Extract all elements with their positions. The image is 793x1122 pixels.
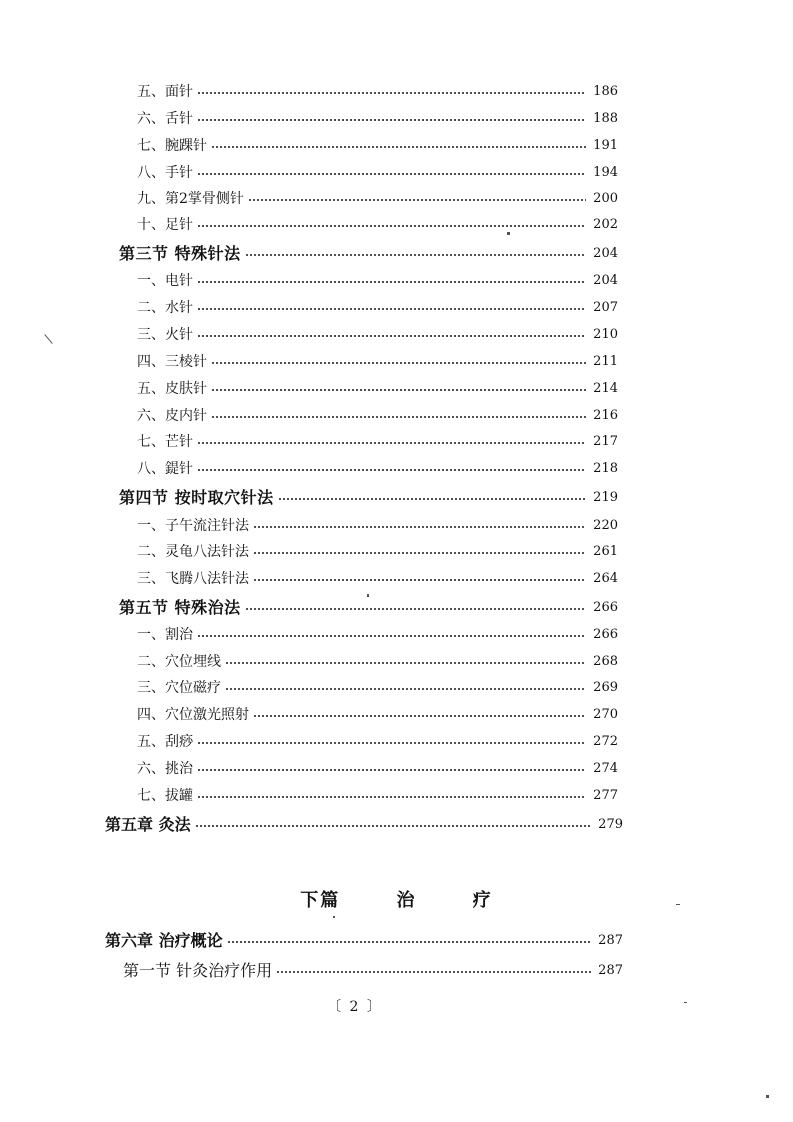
toc-entry[interactable]: [137, 187, 618, 211]
dot-leader: [197, 171, 586, 177]
toc-entry[interactable]: [137, 730, 618, 754]
toc-entry-title: 一、电针: [137, 273, 193, 289]
toc-chapter-heading[interactable]: [105, 929, 623, 953]
toc-entry-title: 七、拔罐: [137, 788, 193, 804]
toc-entry-title: 二、穴位埋线: [137, 654, 221, 670]
toc-entry-page: 264: [593, 571, 618, 586]
toc-entry[interactable]: [137, 213, 618, 237]
dot-leader: [197, 306, 586, 312]
toc-entry[interactable]: [137, 107, 618, 131]
dot-leader: [211, 414, 586, 420]
toc-entry[interactable]: [137, 134, 618, 158]
toc-entry-title: 四、三棱针: [137, 354, 207, 370]
toc-section-page: 266: [593, 600, 618, 615]
toc-entry-title: 六、皮内针: [137, 408, 207, 424]
toc-entry-title: 二、水针: [137, 300, 193, 316]
toc-entry-page: 210: [593, 327, 618, 342]
dot-leader: [253, 524, 586, 530]
toc-entry-title: 七、腕踝针: [137, 138, 207, 154]
toc-entry[interactable]: [137, 80, 618, 104]
toc-entry-title: 二、灵龟八法针法: [137, 544, 249, 560]
toc-entry-title: 四、穴位激光照射: [137, 707, 249, 723]
toc-section-title: 第四节 按时取穴针法: [119, 488, 274, 507]
toc-chapter-heading[interactable]: [105, 813, 623, 837]
dot-leader: [225, 660, 586, 666]
dot-leader: [278, 496, 586, 502]
toc-entry-title: 九、第2掌骨侧针: [137, 191, 244, 207]
toc-entry[interactable]: [137, 161, 618, 185]
toc-entry[interactable]: [137, 323, 618, 347]
toc-entry-page: 211: [593, 354, 618, 369]
toc-entry-page: 214: [593, 381, 618, 396]
dot-leader: [245, 252, 586, 258]
part-heading-char: 疗: [472, 890, 493, 911]
toc-entry[interactable]: [137, 703, 618, 727]
toc-entry-page: 220: [593, 518, 618, 533]
toc-entry-page: 261: [593, 544, 618, 559]
toc-entry[interactable]: [137, 623, 618, 647]
dot-leader: [276, 969, 591, 975]
dot-leader: [197, 767, 586, 773]
part-heading-char: 治: [396, 890, 417, 911]
toc-entry-page: 207: [593, 300, 618, 315]
scan-speck: [676, 904, 680, 905]
toc-chapter-page: 287: [598, 933, 623, 948]
toc-entry-page: 188: [593, 111, 618, 126]
toc-chapter-page: 279: [598, 817, 623, 832]
toc-entry-page: 270: [593, 707, 618, 722]
dot-leader: [197, 633, 586, 639]
toc-section-title: 第五节 特殊治法: [119, 598, 241, 617]
dot-leader: [197, 117, 586, 123]
toc-chapter-title: 第五章 灸法: [105, 815, 191, 834]
toc-entry-title: 十、足针: [137, 217, 193, 233]
dot-leader: [197, 794, 586, 800]
toc-entry-page: 194: [593, 165, 618, 180]
toc-entry-page: 272: [593, 734, 618, 749]
dot-leader: [227, 939, 591, 945]
dot-leader: [211, 360, 586, 366]
dot-leader: [197, 467, 586, 473]
toc-entry[interactable]: [137, 567, 618, 591]
dot-leader: [197, 740, 586, 746]
toc-section-title: 第三节 特殊针法: [119, 244, 241, 263]
toc-entry-title: 三、飞腾八法针法: [137, 571, 249, 587]
toc-entry-page: 266: [593, 627, 618, 642]
toc-entry[interactable]: [137, 676, 618, 700]
dot-leader: [225, 686, 586, 692]
dot-leader: [248, 197, 586, 203]
toc-entry-page: 204: [593, 273, 618, 288]
toc-entry-title: 三、穴位磁疗: [137, 680, 221, 696]
toc-entry[interactable]: [137, 350, 618, 374]
part-heading: [0, 886, 793, 912]
dot-leader: [197, 223, 586, 229]
toc-entry-page: 191: [593, 138, 618, 153]
scan-speck: [684, 1002, 687, 1003]
toc-section-heading[interactable]: [119, 486, 618, 510]
toc-entry[interactable]: [137, 757, 618, 781]
toc-entry-title: 八、鍉针: [137, 461, 193, 477]
toc-section-heading[interactable]: [123, 959, 623, 983]
dot-leader: [253, 713, 586, 719]
dot-leader: [197, 333, 586, 339]
dot-leader: [253, 550, 586, 556]
toc-entry-title: 五、面针: [137, 84, 193, 100]
toc-entry[interactable]: [137, 269, 618, 293]
toc-entry-page: 218: [593, 461, 618, 476]
toc-entry-page: 186: [593, 84, 618, 99]
scan-speck: [44, 334, 52, 344]
toc-entry[interactable]: [137, 296, 618, 320]
toc-entry-page: 268: [593, 654, 618, 669]
scan-speck: [766, 1095, 769, 1098]
toc-section-page: 219: [593, 490, 618, 505]
toc-entry-title: 一、割治: [137, 627, 193, 643]
toc-entry-title: 七、芒针: [137, 434, 193, 450]
dot-leader: [211, 144, 586, 150]
toc-entry-page: 202: [593, 217, 618, 232]
toc-entry-page: 277: [593, 788, 618, 803]
toc-entry-title: 六、挑治: [137, 761, 193, 777]
toc-entry-title: 八、手针: [137, 165, 193, 181]
dot-leader: [211, 387, 586, 393]
toc-section-title: 第一节 针灸治疗作用: [123, 961, 273, 980]
toc-entry-page: 217: [593, 434, 618, 449]
dot-leader: [197, 440, 586, 446]
toc-entry[interactable]: [137, 540, 618, 564]
toc-entry[interactable]: [137, 784, 618, 808]
scan-speck: [367, 594, 369, 597]
toc-entry[interactable]: [137, 650, 618, 674]
toc-section-page: 287: [598, 963, 623, 978]
page-number: 〔 2 〕: [327, 999, 383, 1015]
toc-entry-page: 274: [593, 761, 618, 776]
part-heading-part: 下篇: [300, 890, 341, 911]
dot-leader: [197, 90, 586, 96]
toc-entry[interactable]: [137, 457, 618, 481]
toc-section-heading[interactable]: [119, 242, 618, 266]
dot-leader: [195, 823, 591, 829]
dot-leader: [197, 279, 586, 285]
toc-entry[interactable]: [137, 430, 618, 454]
toc-entry-page: 269: [593, 680, 618, 695]
toc-section-heading[interactable]: [119, 596, 618, 620]
toc-section-page: 204: [593, 246, 618, 261]
toc-entry-title: 五、刮痧: [137, 734, 193, 750]
toc-entry-title: 一、子午流注针法: [137, 518, 249, 534]
toc-entry-title: 五、皮肤针: [137, 381, 207, 397]
scan-speck: [507, 232, 510, 235]
dot-leader: [253, 577, 586, 583]
toc-entry-title: 六、舌针: [137, 111, 193, 127]
toc-entry[interactable]: [137, 404, 618, 428]
scan-speck: [333, 916, 335, 918]
toc-entry-title: 三、火针: [137, 327, 193, 343]
dot-leader: [245, 606, 586, 612]
toc-chapter-title: 第六章 治疗概论: [105, 931, 223, 950]
toc-entry[interactable]: [137, 514, 618, 538]
toc-entry-page: 216: [593, 408, 618, 423]
toc-entry-page: 200: [593, 191, 618, 206]
toc-entry[interactable]: [137, 377, 618, 401]
